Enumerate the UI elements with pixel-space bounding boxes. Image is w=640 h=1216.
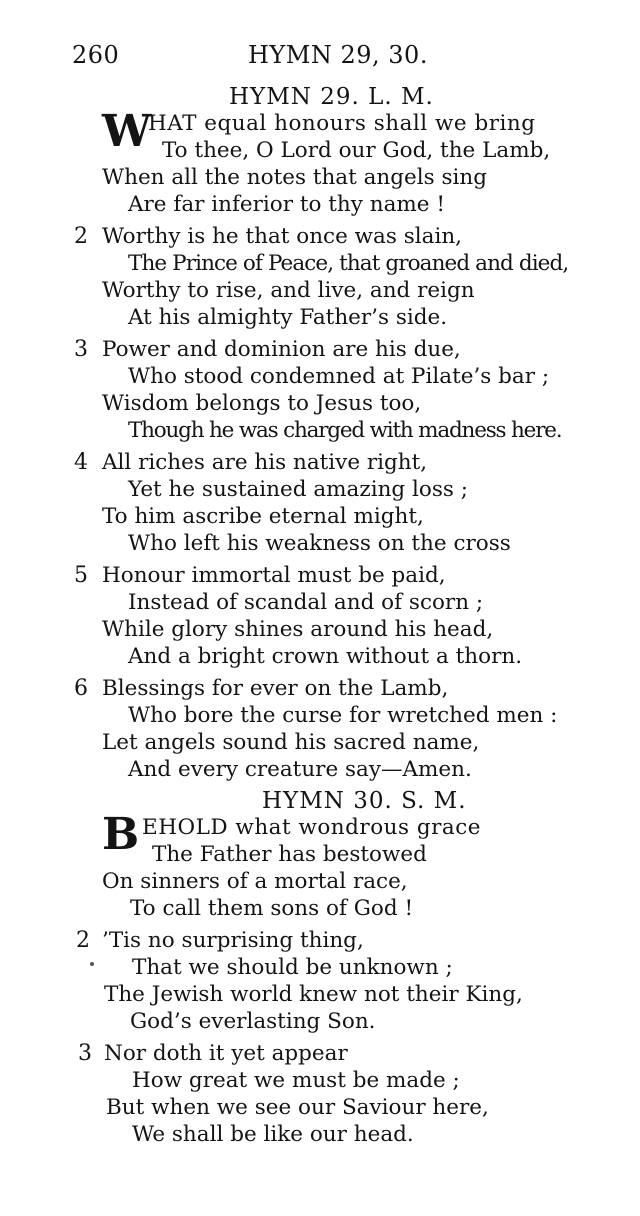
hymn-line: ’Tis no surprising thing, [102,928,364,953]
hymn-line: While glory shines around his head, [102,617,494,642]
hymn-line: Honour immortal must be paid, [102,563,446,588]
hymn-line: Though he was charged with madness here. [128,418,562,443]
hymn-line: EHOLD what wondrous grace [142,815,481,840]
hymn-line: Who bore the curse for wretched men : [128,703,558,728]
hymn-line: To thee, O Lord our God, the Lamb, [162,138,551,163]
verse-number: 2 [76,928,90,953]
hymn-29-title: HYMN 29. L. M. [229,84,434,110]
hymn-line: Are far inferior to thy name ! [128,192,445,217]
hymn-line: Who stood condemned at Pilate’s bar ; [128,364,550,389]
hymn-line: Blessings for ever on the Lamb, [102,676,449,701]
drop-cap: B [102,809,140,860]
hymn-line: The Jewish world knew not their King, [104,982,523,1007]
hymn-line: Worthy to rise, and live, and reign [102,278,475,303]
ink-speck [90,962,94,966]
hymn-line: Nor doth it yet appear [104,1041,348,1066]
hymn-line: On sinners of a mortal race, [102,869,408,894]
hymn-line: To call them sons of God ! [130,896,414,921]
hymn-line: To him ascribe eternal might, [102,504,424,529]
drop-cap: W [102,106,152,157]
hymn-line: How great we must be made ; [132,1068,460,1093]
hymn-line: At his almighty Father’s side. [128,305,448,330]
hymn-line: Yet he sustained amazing loss ; [128,477,468,502]
verse-number: 5 [74,563,88,588]
hymn-line: Wisdom belongs to Jesus too, [102,391,422,416]
hymn-line: HAT equal honours shall we bring [148,111,536,136]
hymn-line: And a bright crown without a thorn. [128,644,523,669]
hymn-line: God’s everlasting Son. [130,1009,376,1034]
hymn-line: We shall be like our head. [132,1122,414,1147]
hymn-line: When all the notes that angels sing [102,165,488,190]
verse-number: 3 [78,1041,92,1066]
verse-number: 4 [74,450,88,475]
hymn-line: Let angels sound his sacred name, [102,730,480,755]
running-title: HYMN 29, 30. [248,41,428,69]
hymn-line: That we should be unknown ; [132,955,453,980]
hymn-line: All riches are his native right, [102,450,428,475]
hymn-line: And every creature say—Amen. [128,757,472,782]
hymn-line: But when we see our Saviour here, [106,1095,489,1120]
verse-number: 3 [74,337,88,362]
hymn-line: Instead of scandal and of scorn ; [128,590,484,615]
verse-number: 6 [74,676,88,701]
hymn-line: Worthy is he that once was slain, [102,224,463,249]
page-number: 260 [72,41,120,69]
hymn-line: The Prince of Peace, that groaned and died, [128,251,569,276]
hymn-30-title: HYMN 30. S. M. [262,788,467,814]
verse-number: 2 [74,224,88,249]
hymn-line: The Father has bestowed [152,842,427,867]
hymn-line: Power and dominion are his due, [102,337,461,362]
hymn-line: Who left his weakness on the cross [128,531,511,556]
